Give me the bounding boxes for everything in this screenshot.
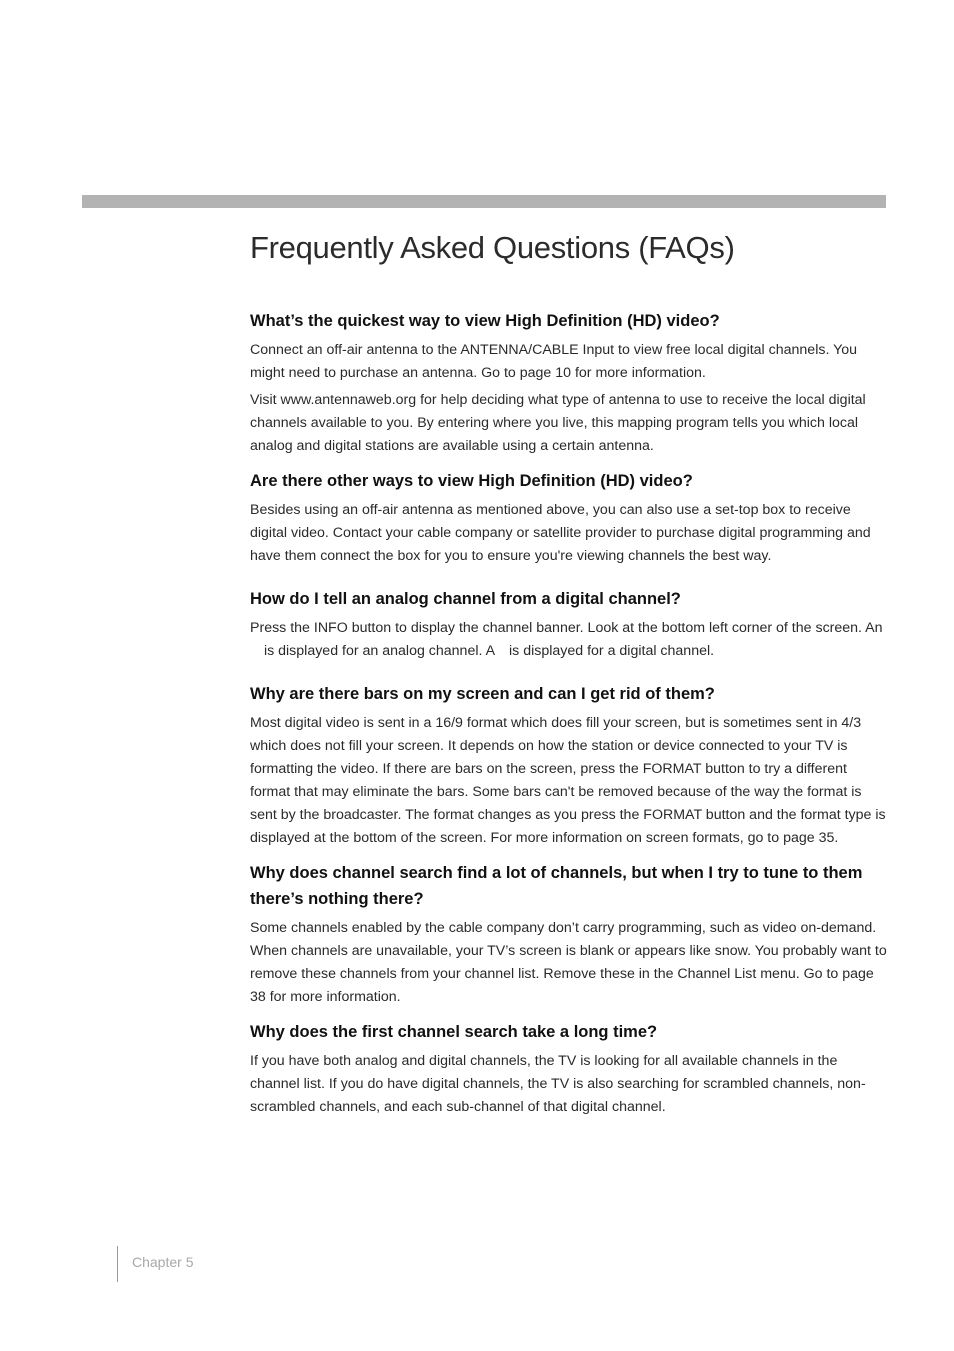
faq-answer-part: is displayed for a digital channel. xyxy=(509,643,715,659)
faq-item-empty-channels xyxy=(250,860,890,1009)
faq-item-analog-vs-digital xyxy=(250,586,890,663)
faq-item-screen-bars xyxy=(250,681,890,850)
faq-question: Why does channel search find a lot of channels, but when I try to tune to them there’s nothing there? xyxy=(250,864,863,908)
faq-answer: Visit www.antennaweb.org for help deciding what type of antenna to use to receive the local digital channels available to you. By entering where you live, this mapping program tells you which local analog and digital stations are available using a certain antenna. xyxy=(250,392,866,454)
faq-answer-part: Press the INFO button to display the channel banner. Look at the bottom left corner of the screen. An xyxy=(250,620,883,636)
page-title: Frequently Asked Questions (FAQs) xyxy=(250,230,735,265)
faq-answer: If you have both analog and digital channels, the TV is looking for all available channels in the channel list. If you do have digital channels, the TV is also searching for scrambled channels, non-scrambled channels, and each sub-channel of that digital channel. xyxy=(250,1053,866,1115)
faq-answer: Besides using an off-air antenna as mentioned above, you can also use a set-top box to receive digital video. Contact your cable company or satellite provider to purchase digital programming and have them connect the box for you to ensure you're viewing channels the best way. xyxy=(250,502,871,564)
faq-answer xyxy=(250,617,890,663)
faq-answer: Some channels enabled by the cable company don’t carry programming, such as video on-demand. When channels are unavailable, your TV’s screen is blank or appears like snow. You probably want to remove these channels from your channel list. Remove these in the Channel List menu. Go to page 38 for more information. xyxy=(250,920,887,1005)
chapter-label: Chapter 5 xyxy=(132,1254,194,1270)
faq-question: How do I tell an analog channel from a digital channel? xyxy=(250,590,681,608)
faq-section xyxy=(250,226,890,1123)
faq-item-hd-quickest xyxy=(250,308,890,458)
faq-answer-part: is displayed for an analog channel. A xyxy=(263,643,496,659)
footer-divider xyxy=(117,1246,118,1282)
faq-question: Are there other ways to view High Definition (HD) video? xyxy=(250,472,693,490)
faq-item-slow-search xyxy=(250,1019,890,1119)
header-divider-bar xyxy=(82,195,886,208)
faq-answer: Most digital video is sent in a 16/9 format which does fill your screen, but is sometimes sent in 4/3 which does not fill your screen. It depends on how the station or device connected to your TV is formatting the video. If there are bars on the screen, press the FORMAT button to try a different format that may eliminate the bars. Some bars can't be removed because of the way the format is sent by the broadcaster. The format changes as you press the FORMAT button and the format type is displayed at the bottom of the screen. For more information on screen formats, go to page 35. xyxy=(250,715,886,846)
faq-item-hd-other-ways xyxy=(250,468,890,568)
faq-question: What’s the quickest way to view High Definition (HD) video? xyxy=(250,312,720,330)
faq-question: Why are there bars on my screen and can I get rid of them? xyxy=(250,685,715,703)
faq-answer: Connect an off-air antenna to the ANTENNA/CABLE Input to view free local digital channels. You might need to purchase an antenna. Go to page 10 for more information. xyxy=(250,342,858,381)
faq-question: Why does the first channel search take a long time? xyxy=(250,1023,658,1041)
